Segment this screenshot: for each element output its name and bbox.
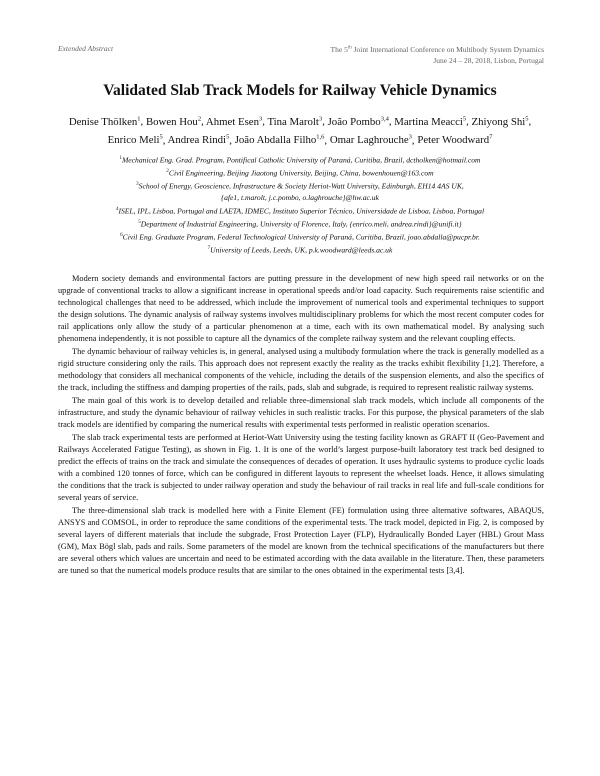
author: Omar Laghrouche$^3$ <box>329 133 412 147</box>
affiliation: $^2$Civil Engineering, Beijing Jiaotong University, Beijing, China, bowenhouen@163.com <box>166 168 434 178</box>
affiliation: $^1$Mechanical Eng. Grad. Program, Pontifical Catholic University of Paraná, Curitiba, Brazil, dctholken@hotmail.com <box>119 155 481 165</box>
author: Enrico Meli$^5$ <box>107 133 163 147</box>
running-header-right <box>331 42 544 66</box>
abstract-body <box>58 273 544 578</box>
paragraph: The dynamic behaviour of railway vehicles is, in general, analysed using a multibody formulation where the track is generally modelled as a rigid structure considering only the rails. This approach does not represent exactly the reality as the tracks exhibit flexibility [1,2]. Therefore, a methodology that considers all mechanical components of the vehicle, including the details of the suspension elements, and also the specifics of the track, including the stiffness and damping properties of the rails, pads, slab and subgrade, is required to represent realistic railway systems. <box>58 346 544 392</box>
author: Peter Woodward$^7$ <box>417 133 493 147</box>
author-list: Denise Thölken$^1$, Bowen Hou$^2$, Ahmet Esen$^3$, Tina Marolt$^3$, João Pombo$^{3,4}$, Martina Meacci$^5$, Zhiyong Shi$^5$, Enrico Meli$^5$, Andrea Rindi$^5$, João Abdalla Filho$^{1,6}$, Omar Laghrouche$^3$, Peter Woodward$^7$ <box>68 115 532 147</box>
author: Ahmet Esen$^3$ <box>205 115 263 128</box>
conference-dates: June 24 – 28, 2018, Lisbon, Portugal <box>433 55 544 65</box>
author: João Pombo$^{3,4}$ <box>327 115 389 128</box>
author: Martina Meacci$^5$ <box>394 115 467 128</box>
author: Zhiyong Shi$^5$ <box>471 115 529 128</box>
author: João Abdalla Filho$^{1,6}$ <box>234 133 325 147</box>
affiliation: $^4$ISEL, IPL, Lisboa, Portugal and LAETA, IDMEC, Instituto Superior Técnico, Universidade de Lisboa, Lisboa, Portugal <box>115 206 485 216</box>
affiliation: $^7$University of Leeds, Leeds, UK, p.k.woodward@leeds.ac.uk <box>207 245 393 255</box>
running-header-left: Extended Abstract <box>58 44 114 53</box>
paragraph: Modern society demands and environmental factors are putting pressure in the development of new high speed rail networks or on the upgrade of conventional tracks to allow a significant increase in operational speeds and/or load capacity. Such requirements raise scientific and technological challenges that need to be addressed, which include the improvement of numerical tools and experimental techniques to support the design solutions. The dynamic analysis of railway systems involves multidisciplinary problems for which the most recent computer codes for rail applications only allow the study of a particular phenomenon at a time, each with its own mathematical model. By analysing such phenomena independently, it is not possible to capture all the dynamics of the complete railway system and the relevant coupling effects. <box>58 274 544 343</box>
affiliation: $^3$School of Energy, Geoscience, Infrastructure & Society Heriot-Watt University, Edinburgh, EH14 4AS UK, <box>136 181 464 191</box>
affiliation: {afe1, t.marolt, j.c.pombo, o.laghrouche}@hw.ac.uk <box>221 193 379 203</box>
affiliation: $^5$Department of Industrial Engineering, University of Florence, Italy, {enrico.meli, andrea.rindi}@unifi.it} <box>138 219 462 229</box>
paragraph: The slab track experimental tests are performed at Heriot-Watt University using the testing facility known as GRAFT II (Geo-Pavement and Railways Accelerated Fatigue Testing), as shown in Fig. 1. It is one of the world’s largest purpose-built laboratory test track bed designed to predict the effects of trains on the track and simulate the consequences of decades of operation. It uses hydraulic systems to produce cyclic loads with a combined 120 tonnes of force, which can be configured in different layouts to represent the wheelset loads. Hence, it allows simulating the conditions that the track is subjected to under railway operation and study the behaviour of rail tracks in real life and full-scale conditions for several years of service. <box>58 433 544 502</box>
affiliation-list <box>52 153 548 256</box>
conference-name: The 5th Joint International Conference on Multibody System Dynamics <box>330 44 544 54</box>
paragraph: The main goal of this work is to develop detailed and reliable three-dimensional slab track models, which include all components of the infrastructure, and study the dynamic behaviour of railway vehicles in such realistic tracks. For this purpose, the physical parameters of the slab track models are identified by comparing the numerical results with experimental tests performed in realistic operation scenarios. <box>58 396 544 429</box>
author: Denise Thölken$^1$ <box>68 115 141 128</box>
paragraph: The three-dimensional slab track is modelled here with a Finite Element (FE) formulation using three alternative softwares, ABAQUS, ANSYS and COMSOL, in order to reproduce the same conditions of the experimental tests. The track model, depicted in Fig. 2, is composed by several layers of different materials that include the subgrade, Frost Protection Layer (FLP), Hydraulically Bonded Layer (HBL) Grout Mass (GM), Max Bögl slab, pads and rails. Some parameters of the model are known from the technical specifications of the manufacturers but there are several others which values are uncertain and need to be estimated according with the data available in the literature. Then, these parameters are tuned so that the numerical models produce results that are similar to the ones obtained in the experimental tests [3,4]. <box>58 506 544 575</box>
affiliation: $^6$Civil Eng. Graduate Program, Federal Technological University of Paraná, Curitiba, Brazil, joao.abdalla@pucpr.br. <box>120 232 480 242</box>
author: Andrea Rindi$^5$ <box>167 133 230 147</box>
author: Bowen Hou$^2$ <box>145 115 202 128</box>
paper-title: Validated Slab Track Models for Railway Vehicle Dynamics <box>103 82 497 99</box>
author: Tina Marolt$^3$ <box>267 115 323 128</box>
